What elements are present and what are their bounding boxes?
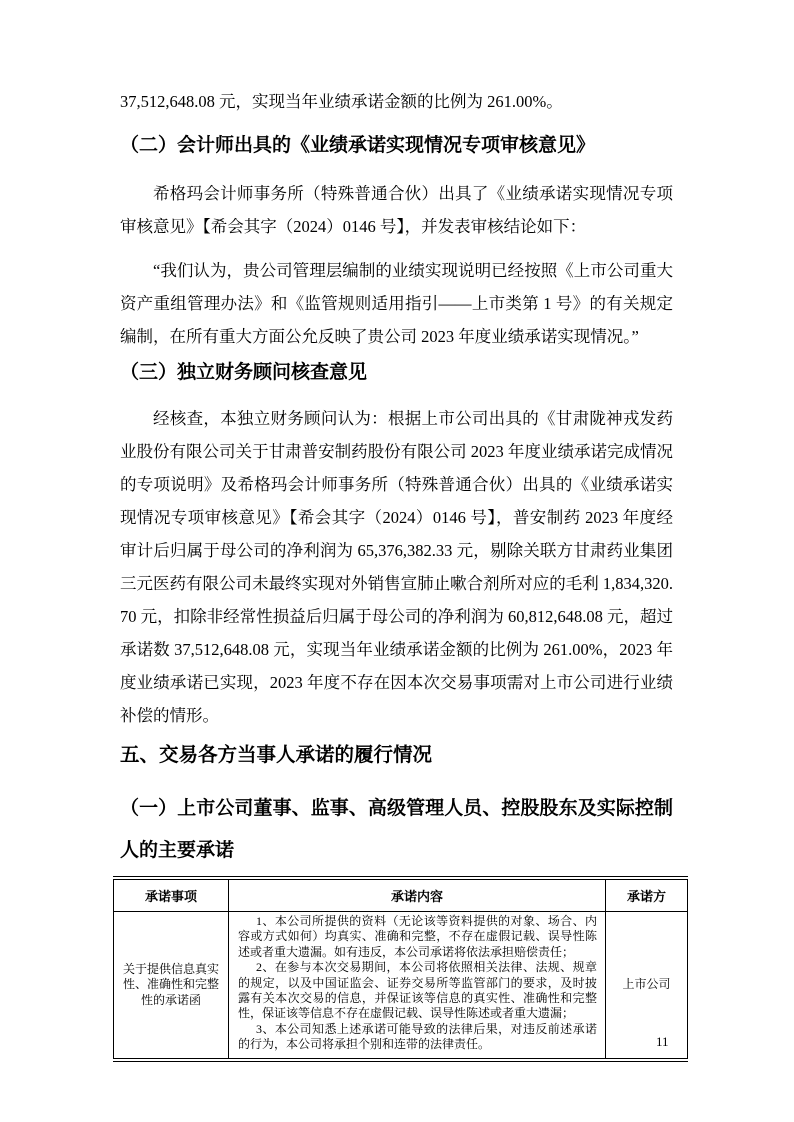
commitment-clause-1: 1、本公司所提供的资料（无论该等资料提供的对象、场合、内容或方式如何）均真实、准确和完整，不存在虚假记载、误导性陈述或者重大遗漏。如有违反，本公司承诺将依法承担赔偿责任； xyxy=(238,914,597,959)
heading-advisor-opinion: （三）独立财务顾问核查意见 xyxy=(120,362,368,383)
table-header-content: 承诺内容 xyxy=(229,878,606,912)
commitment-clause-3: 3、本公司知悉上述承诺可能导致的法律后果，对违反前述承诺的行为，本公司将承担个别和连带的法律责任。 xyxy=(238,1021,597,1052)
table-header-item: 承诺事项 xyxy=(114,878,229,912)
heading-auditor-opinion: （二）会计师出具的《业绩承诺实现情况专项审核意见》 xyxy=(120,135,596,156)
page-body xyxy=(120,0,673,1062)
table-header-party: 承诺方 xyxy=(606,878,688,912)
paragraph-auditor-conclusion: “我们认为，贵公司管理层编制的业绩实现说明已经按照《上市公司重大资产重组管理办法》和《监管规则适用指引——上市类第 1 号》的有关规定编制，在所有重大方面公允反映了贵公司 2023 年度业绩承诺实现情况。” xyxy=(120,261,673,346)
heading-commitments-subsection: （一）上市公司董事、监事、高级管理人员、控股股东及实际控制人的主要承诺 xyxy=(120,798,673,861)
commitment-clause-2: 2、在参与本次交易期间，本公司将依照相关法律、法规、规章的规定，以及中国证监会、证券交易所等监管部门的要求，及时披露有关本次交易的信息，并保证该等信息的真实性、准确性和完整性，保证该等信息不存在虚假记载、误导性陈述或者重大遗漏； xyxy=(238,960,597,1021)
heading-commitments-section: 五、交易各方当事人承诺的履行情况 xyxy=(120,744,433,766)
table-header-row xyxy=(114,878,688,912)
cell-commitment-item: 关于提供信息真实性、准确性和完整性的承诺函 xyxy=(114,912,229,1060)
commitments-table xyxy=(113,876,688,1062)
commitments-table-container xyxy=(113,876,687,1062)
page-number: 11 xyxy=(656,1034,669,1049)
cell-commitment-party: 上市公司 xyxy=(606,912,688,1060)
paragraph-advisor-review: 经核查，本独立财务顾问认为：根据上市公司出具的《甘肃陇神戎发药业股份有限公司关于甘肃普安制药股份有限公司 2023 年度业绩承诺完成情况的专项说明》及希格玛会计师事务所（特殊普通合伙）出具的《业绩承诺实现情况专项审核意见》【希会其字（2024）0146 号】，普安制药 2023 年度经审计后归属于母公司的净利润为 65,376,382.33 元，剔除关联方甘肃药业集团三元医药有限公司未最终实现对外销售宣肺止嗽合剂所对应的毛利 1,834,320.70 元，扣除非经常性损益后归属于母公司的净利润为 60,812,648.08 元，超过承诺数 37,512,648.08 元，实现当年业绩承诺金额的比例为 261.00%，2023 年度业绩承诺已实现，2023 年度不存在因本次交易事项需对上市公司进行业绩补偿的情形。 xyxy=(120,409,673,725)
paragraph-auditor-intro: 希格玛会计师事务所（特殊普通合伙）出具了《业绩承诺实现情况专项审核意见》【希会其字（2024）0146 号】，并发表审核结论如下： xyxy=(120,184,673,236)
continued-paragraph: 37,512,648.08 元，实现当年业绩承诺金额的比例为 261.00%。 xyxy=(120,92,563,111)
cell-commitment-content xyxy=(229,912,606,1060)
table-row xyxy=(114,912,688,1060)
